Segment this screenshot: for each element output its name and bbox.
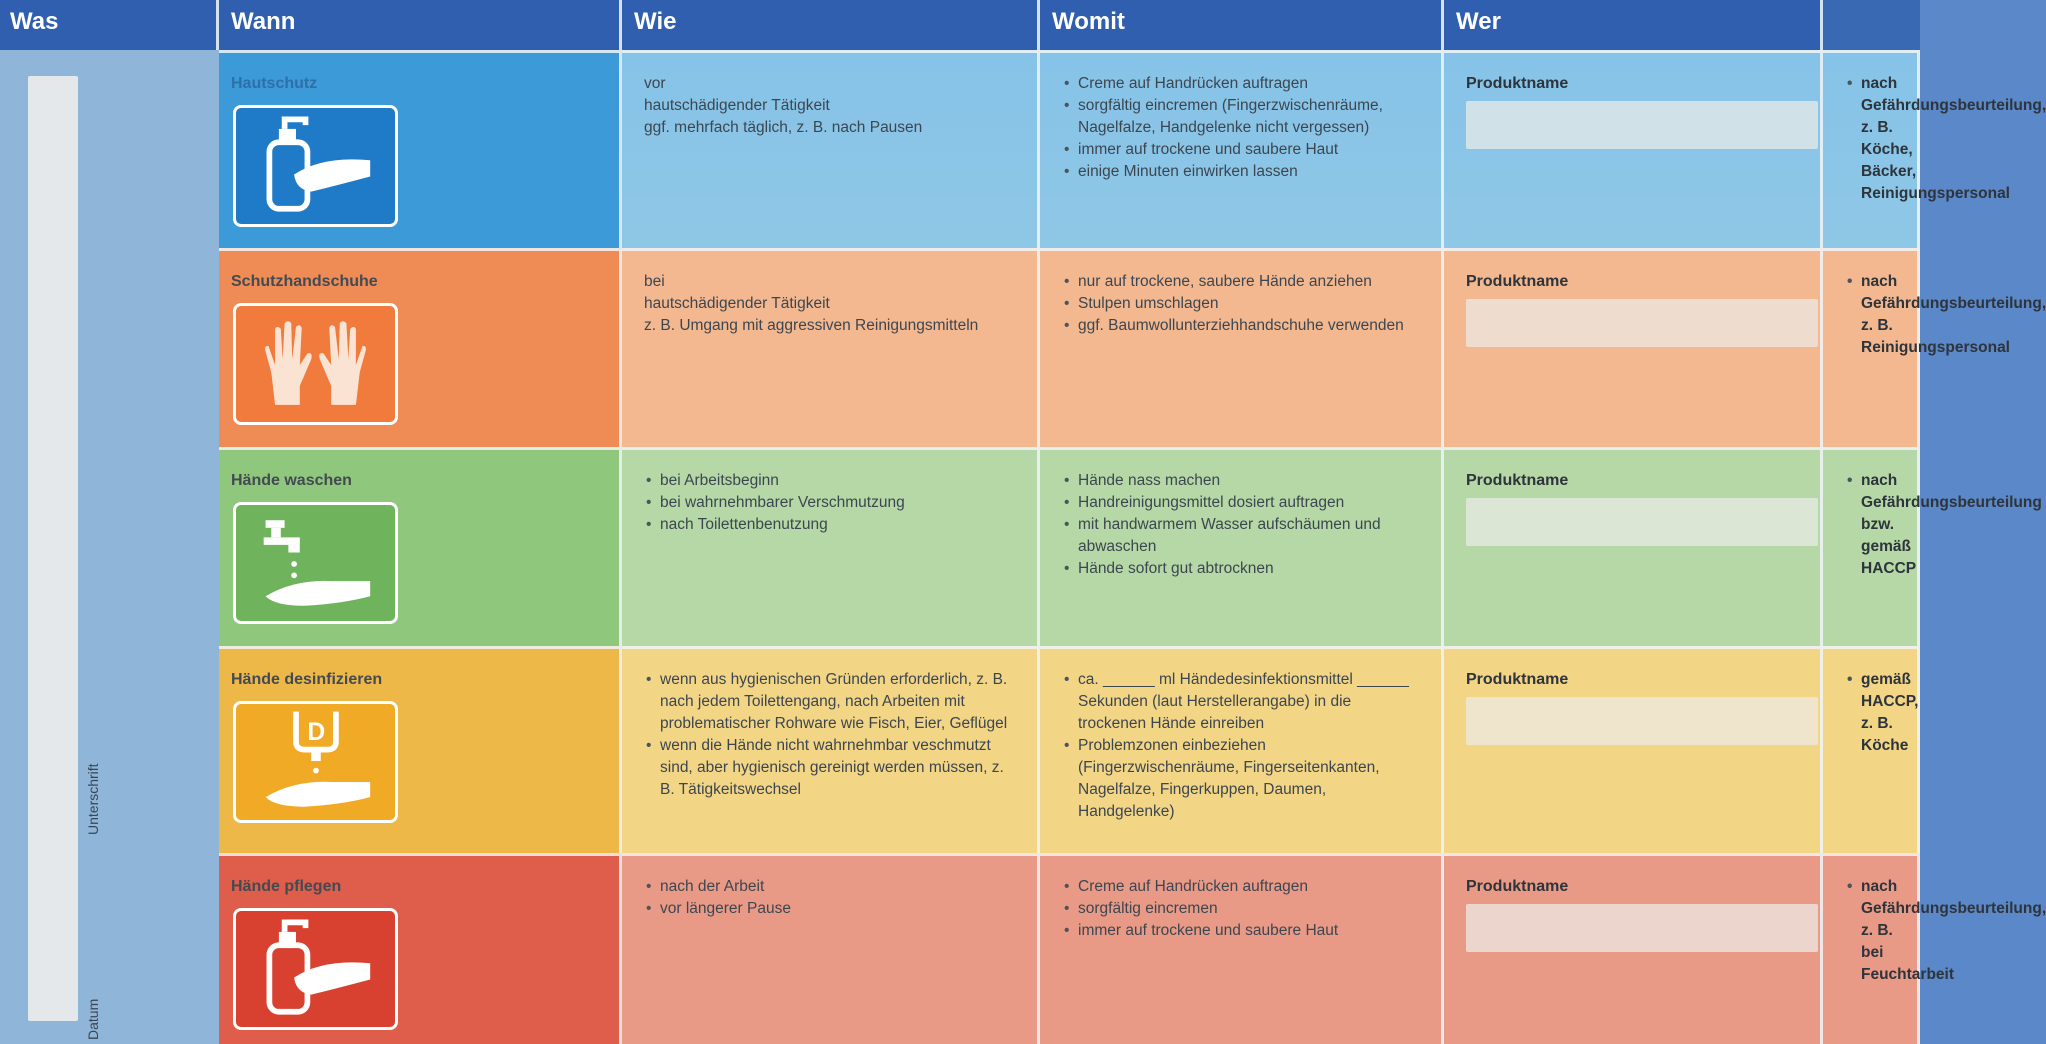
row-4-womit	[1444, 646, 1823, 853]
date-label: Datum	[85, 998, 101, 1040]
signature-strip[interactable]	[28, 76, 78, 1021]
signature-label: Unterschrift	[85, 763, 101, 835]
row-2-wann-line-3: z. B. Umgang mit aggressiven Reinigungsmitteln	[644, 317, 979, 334]
list-item: • nach Gefährdungsbeurteilung bzw. gemäß HACCP	[1861, 470, 1895, 580]
list-item: • ggf. Baumwollunterziehhandschuhe verwenden	[1078, 315, 1419, 337]
side-column	[0, 50, 219, 1044]
row-3-product-label: Produktname	[1466, 472, 1569, 489]
row-2-product-label: Produktname	[1466, 273, 1569, 290]
list-item: • wenn die Hände nicht wahrnehmbar veschmutzt sind, aber hygienisch gereinigt werden müssen, z. B. Tätigkeitswechsel	[660, 735, 1015, 801]
row-1-product-label: Produktname	[1466, 75, 1569, 92]
header-womit: Womit	[1040, 0, 1444, 50]
row-2-womit	[1444, 248, 1823, 447]
gloves-icon	[233, 303, 398, 425]
list-item: • nach Gefährdungsbeurteilung, z. B. Reinigungspersonal	[1861, 271, 1895, 359]
row-1-wann-line-2: hautschädigender Tätigkeit	[644, 97, 830, 114]
row-2-wann-line-2: hautschädigender Tätigkeit	[644, 295, 830, 312]
row-4-wer	[1823, 646, 1920, 853]
row-4-product-label: Produktname	[1466, 671, 1569, 688]
faucet-hand-icon	[233, 502, 398, 624]
list-item: • einige Minuten einwirken lassen	[1078, 161, 1419, 183]
row-2-wann	[622, 248, 1040, 447]
row-1-was-label: Hautschutz	[231, 75, 318, 92]
row-5-product-field[interactable]	[1466, 904, 1818, 952]
row-3-wann	[622, 447, 1040, 646]
row-2-wer	[1823, 248, 2046, 447]
row-4-wie	[1040, 646, 1444, 853]
list-item: • Stulpen umschlagen	[1078, 293, 1419, 315]
header-blank	[1823, 0, 1920, 50]
row-3-wie	[1040, 447, 1444, 646]
list-item: • Hände sofort gut abtrocknen	[1078, 558, 1419, 580]
list-item: • nach Toilettenbenutzung	[660, 514, 1015, 536]
list-item: • immer auf trockene und saubere Haut	[1078, 139, 1419, 161]
list-item: • immer auf trockene und saubere Haut	[1078, 920, 1419, 942]
row-4-was-label: Hände desinfizieren	[231, 671, 383, 688]
row-5-wie	[1040, 853, 1444, 1044]
row-5-product-label: Produktname	[1466, 878, 1569, 895]
row-4-wann	[622, 646, 1040, 853]
list-item: • Problemzonen einbeziehen (Fingerzwischenräume, Fingerseitenkanten, Nagelfalze, Fingerkuppen, Daumen, Handgelenke)	[1078, 735, 1419, 823]
row-1-wann	[622, 50, 1040, 248]
list-item: • Creme auf Handrücken auftragen	[1078, 876, 1419, 898]
list-item: • bei Arbeitsbeginn	[660, 470, 1015, 492]
row-3-womit	[1444, 447, 1823, 646]
row-1-wer	[1823, 50, 2046, 248]
row-2-wie	[1040, 248, 1444, 447]
list-item: • ca. ______ ml Händedesinfektionsmittel ______ Sekunden (laut Herstellerangabe) in die trockenen Hände einreiben	[1078, 669, 1419, 735]
list-item: • nur auf trockene, saubere Hände anziehen	[1078, 271, 1419, 293]
row-5-wann	[622, 853, 1040, 1044]
row-2-product-field[interactable]	[1466, 299, 1818, 347]
list-item: • nach Gefährdungsbeurteilung, z. B. Köche, Bäcker, Reinigungspersonal	[1861, 73, 1895, 205]
list-item: • Creme auf Handrücken auftragen	[1078, 73, 1419, 95]
row-3-was-label: Hände waschen	[231, 472, 352, 489]
row-1-wann-line-1: vor	[644, 75, 666, 92]
header-wer: Wer	[1444, 0, 1823, 50]
row-5-wer	[1823, 853, 2046, 1044]
row-1-wie	[1040, 50, 1444, 248]
row-5-was	[219, 853, 622, 1044]
row-1-was	[219, 50, 622, 248]
list-item: • Handreinigungsmittel dosiert auftragen	[1078, 492, 1419, 514]
row-4-was	[219, 646, 622, 853]
list-item: • bei wahrnehmbarer Verschmutzung	[660, 492, 1015, 514]
list-item: • sorgfältig eincremen	[1078, 898, 1419, 920]
list-item: • vor längerer Pause	[660, 898, 1015, 920]
list-item: • gemäß HACCP, z. B. Köche	[1861, 669, 1895, 757]
header-was: Was	[0, 0, 219, 50]
row-1-womit	[1444, 50, 1823, 248]
list-item: • sorgfältig eincremen (Fingerzwischenräume, Nagelfalze, Handgelenke nicht vergessen)	[1078, 95, 1419, 139]
row-2-was-label: Schutzhandschuhe	[231, 273, 378, 290]
disinfectant-dispenser-hand-icon	[233, 701, 398, 823]
list-item: • nach Gefährdungsbeurteilung, z. B. bei Feuchtarbeit	[1861, 876, 1895, 986]
row-5-was-label: Hände pflegen	[231, 878, 342, 895]
row-1-product-field[interactable]	[1466, 101, 1818, 149]
soap-dispenser-hand-icon	[233, 105, 398, 227]
list-item: • mit handwarmem Wasser aufschäumen und abwaschen	[1078, 514, 1419, 558]
header-wie: Wie	[622, 0, 1040, 50]
svg-text:D: D	[307, 719, 326, 747]
list-item: • Hände nass machen	[1078, 470, 1419, 492]
row-3-was	[219, 447, 622, 646]
list-item: • wenn aus hygienischen Gründen erforderlich, z. B. nach jedem Toilettengang, nach Arbeiten mit problematischer Rohware wie Fisch, Eier, Geflügel	[660, 669, 1015, 735]
row-3-wer	[1823, 447, 2042, 646]
row-2-wann-line-1: bei	[644, 273, 665, 290]
row-5-womit	[1444, 853, 1823, 1044]
row-1-wann-line-3: ggf. mehrfach täglich, z. B. nach Pausen	[644, 119, 923, 136]
header-wann: Wann	[219, 0, 622, 50]
row-4-product-field[interactable]	[1466, 697, 1818, 745]
soap-dispenser-hand-icon	[233, 908, 398, 1030]
row-3-product-field[interactable]	[1466, 498, 1818, 546]
list-item: • nach der Arbeit	[660, 876, 1015, 898]
row-2-was	[219, 248, 622, 447]
